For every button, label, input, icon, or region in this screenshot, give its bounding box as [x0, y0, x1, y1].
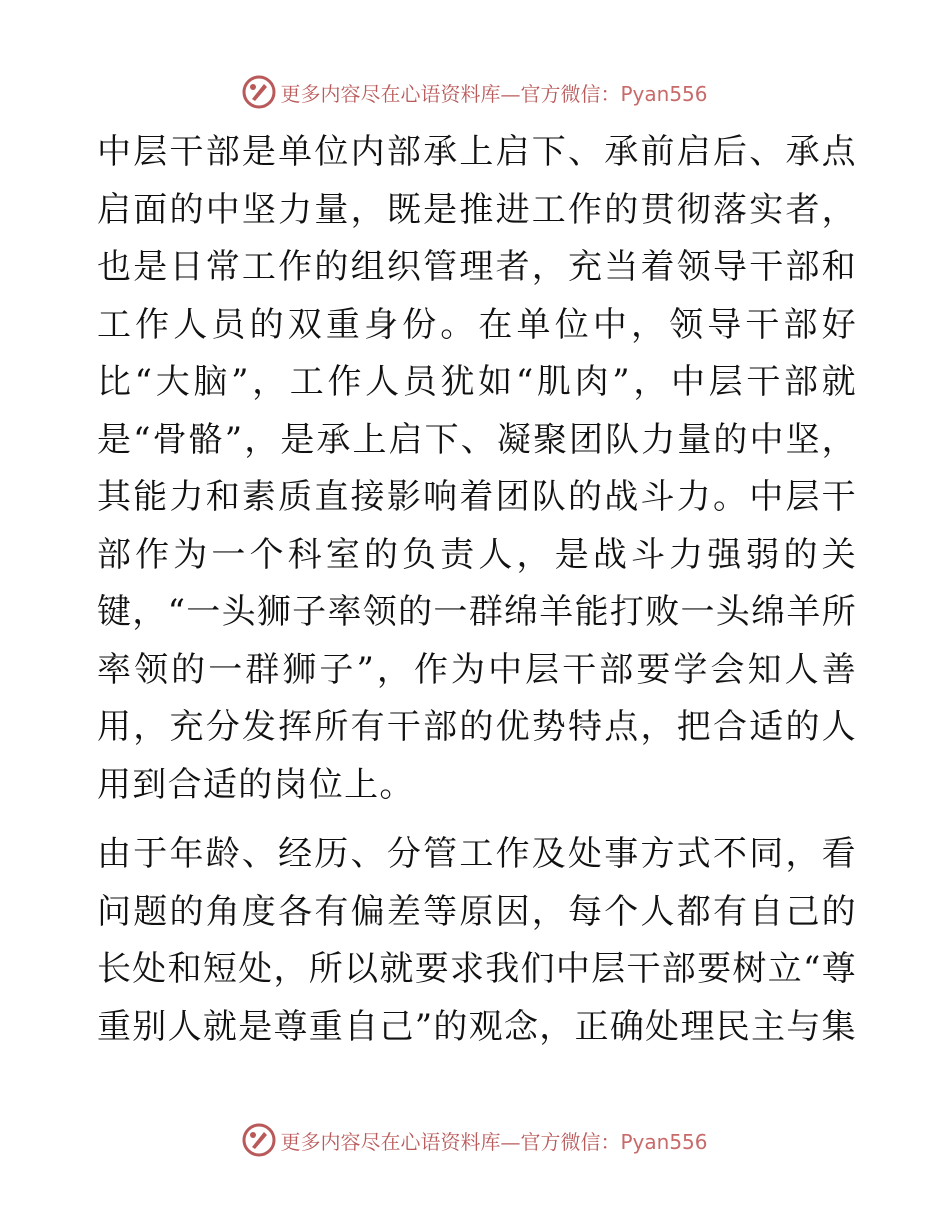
header-watermark — [0, 72, 950, 112]
paragraph-2: 由于年龄、经历、分管工作及处事方式不同，看问题的角度各有偏差等原因，每个人都有自己的长处和短处，所以就要求我们中层干部要树立“尊重别人就是尊重自己”的观念，正确处理民主与集 — [97, 834, 857, 1047]
paragraph-1: 中层干部是单位内部承上启下、承前启后、承点启面的中坚力量，既是推进工作的贯彻落实者，也是日常工作的组织管理者，充当着领导干部和工作人员的双重身份。在单位中，领导干部好比“大脑”，工作人员犹如“肌肉”，中层干部就是“骨骼”，是承上启下、凝聚团队力量的中坚，其能力和素质直接影响着团队的战斗力。中层干部作为一个科室的负责人，是战斗力强弱的关键，“一头狮子率领的一群绵羊能打败一头绵羊所率领的一群狮子”，作为中层干部要学会知人善用，充分发挥所有干部的优势特点，把合适的人用到合适的岗位上。 — [97, 132, 857, 805]
banner-account: Pyan556 — [620, 1129, 708, 1154]
brand-logo-icon — [242, 75, 276, 109]
banner-text: 更多内容尽在心语资料库—官方微信： — [280, 81, 621, 106]
document-body — [97, 124, 857, 1056]
brand-logo-icon — [242, 1123, 276, 1157]
banner-account: Pyan556 — [620, 81, 708, 106]
banner-text: 更多内容尽在心语资料库—官方微信： — [280, 1129, 621, 1154]
footer-watermark — [0, 1120, 950, 1160]
